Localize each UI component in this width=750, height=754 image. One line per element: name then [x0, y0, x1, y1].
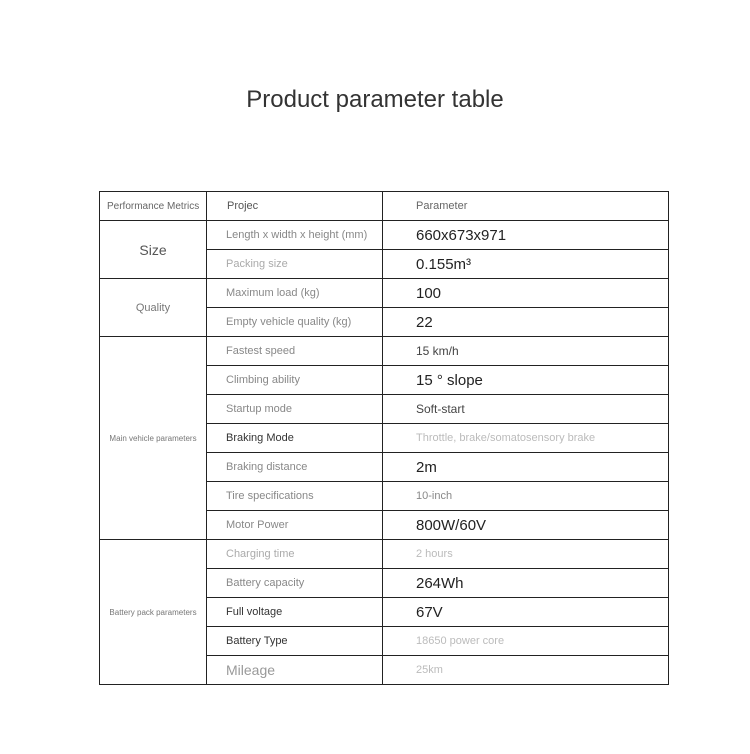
header-item: Projec	[207, 192, 383, 221]
header-value: Parameter	[383, 192, 669, 221]
row-value: 22	[383, 308, 669, 337]
row-value: 660x673x971	[383, 221, 669, 250]
row-item: Maximum load (kg)	[207, 279, 383, 308]
row-item: Empty vehicle quality (kg)	[207, 308, 383, 337]
row-item: Packing size	[207, 250, 383, 279]
header-category: Performance Metrics	[100, 192, 207, 221]
row-value: Soft-start	[383, 395, 669, 424]
row-value: 25km	[383, 656, 669, 685]
table-row	[100, 221, 669, 250]
category-size: Size	[100, 221, 207, 279]
row-value: Throttle, brake/somatosensory brake	[383, 424, 669, 453]
row-item: Fastest speed	[207, 337, 383, 366]
row-item: Climbing ability	[207, 366, 383, 395]
category-battery-pack: Battery pack parameters	[100, 540, 207, 685]
table-row	[100, 540, 669, 569]
row-value: 2m	[383, 453, 669, 482]
row-value: 18650 power core	[383, 627, 669, 656]
category-quality: Quality	[100, 279, 207, 337]
parameter-table	[99, 191, 669, 685]
row-value: 10-inch	[383, 482, 669, 511]
row-item: Battery Type	[207, 627, 383, 656]
row-item: Motor Power	[207, 511, 383, 540]
table-header-row	[100, 192, 669, 221]
row-item: Tire specifications	[207, 482, 383, 511]
row-value: 100	[383, 279, 669, 308]
row-item: Charging time	[207, 540, 383, 569]
category-main-vehicle: Main vehicle parameters	[100, 337, 207, 540]
page-title: Product parameter table	[246, 86, 504, 113]
row-item: Braking Mode	[207, 424, 383, 453]
row-item: Startup mode	[207, 395, 383, 424]
row-item: Mileage	[207, 656, 383, 685]
row-item: Battery capacity	[207, 569, 383, 598]
row-value: 264Wh	[383, 569, 669, 598]
row-item: Length x width x height (mm)	[207, 221, 383, 250]
row-value: 15 km/h	[383, 337, 669, 366]
table-row	[100, 337, 669, 366]
table-row	[100, 279, 669, 308]
row-value: 800W/60V	[383, 511, 669, 540]
row-item: Braking distance	[207, 453, 383, 482]
row-value: 15 ° slope	[383, 366, 669, 395]
row-value: 67V	[383, 598, 669, 627]
row-value: 2 hours	[383, 540, 669, 569]
row-value: 0.155m³	[383, 250, 669, 279]
row-item: Full voltage	[207, 598, 383, 627]
